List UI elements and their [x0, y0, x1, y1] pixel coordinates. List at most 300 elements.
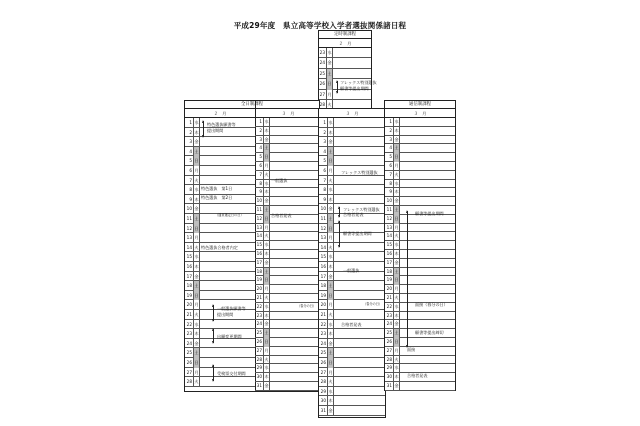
day-row — [319, 368, 385, 378]
tmar-gansho-arrow — [339, 221, 340, 247]
day-row — [385, 285, 455, 294]
day-row — [319, 118, 385, 128]
day-number: 18 — [185, 281, 194, 291]
day-number: 22 — [319, 320, 328, 330]
day-row — [255, 285, 321, 294]
day-row — [185, 262, 255, 272]
day-row — [385, 180, 455, 189]
day-number: 25 — [385, 329, 394, 338]
day-number: 9 — [255, 188, 264, 197]
day-row — [255, 373, 321, 382]
day-number: 21 — [255, 294, 264, 303]
day-number: 2 — [385, 127, 394, 136]
teiji-feb-block — [318, 30, 377, 110]
weekday: 水 — [264, 364, 270, 373]
day-row — [319, 358, 385, 368]
day-row — [255, 232, 321, 241]
weekday: 木 — [264, 188, 270, 197]
day-number: 22 — [185, 320, 194, 330]
day-number: 17 — [319, 272, 328, 282]
weekday: 水 — [328, 118, 334, 128]
weekday: 日 — [264, 338, 270, 347]
tsushin-block — [384, 100, 456, 391]
day-number: 7 — [255, 171, 264, 180]
day-row — [185, 339, 255, 349]
day-number: 9 — [319, 195, 328, 205]
teiji-header: 定時制課程 — [319, 31, 371, 39]
day-number: 1 — [255, 118, 264, 127]
day-number: 26 — [319, 358, 328, 368]
day-number: 27 — [319, 90, 327, 100]
day-number: 8 — [319, 185, 328, 195]
day-row — [185, 137, 255, 147]
day-row — [185, 320, 255, 330]
day-number: 16 — [185, 262, 194, 272]
day-number: 4 — [255, 144, 264, 153]
day-row — [385, 382, 455, 391]
weekday: 日 — [328, 291, 334, 301]
weekday: 金 — [394, 136, 400, 145]
day-number: 1 — [385, 118, 394, 127]
day-number: 7 — [385, 171, 394, 180]
ippan-ev-1: 一般選抜願書等 — [217, 306, 246, 311]
day-row — [185, 233, 255, 243]
weekday: 水 — [264, 180, 270, 189]
day-row — [185, 272, 255, 282]
day-number: 16 — [319, 262, 328, 272]
day-number: 14 — [255, 232, 264, 241]
day-number: 3 — [385, 136, 394, 145]
day-row — [319, 291, 385, 301]
weekday: 木 — [394, 188, 400, 197]
day-number: 7 — [185, 176, 194, 186]
day-number: 13 — [185, 233, 194, 243]
day-row — [255, 329, 321, 338]
day-number: 24 — [255, 320, 264, 329]
day-row — [385, 171, 455, 180]
day-row — [255, 276, 321, 285]
teiji-feb-month: ２ 月 — [319, 39, 371, 48]
day-number: 28 — [185, 377, 194, 387]
day-row — [319, 252, 385, 262]
day-row — [385, 241, 455, 250]
day-row — [255, 312, 321, 321]
tmar-flex-goukaku: 合格者発表 — [343, 212, 364, 217]
weekday: 火 — [394, 232, 400, 241]
ippan-arrow — [213, 305, 214, 321]
weekday: 木 — [264, 312, 270, 321]
day-number: 27 — [255, 347, 264, 356]
tsushin-header: 通信制課程 — [385, 101, 455, 109]
day-number: 18 — [319, 281, 328, 291]
weekday: 火 — [328, 310, 334, 320]
tsushin-arrow — [407, 211, 408, 347]
weekday: 金 — [264, 382, 270, 391]
day-row — [319, 90, 371, 100]
day-row — [319, 137, 385, 147]
weekday: 日 — [394, 276, 400, 285]
day-number: 3 — [255, 136, 264, 145]
day-number: 23 — [255, 312, 264, 321]
day-row — [385, 250, 455, 259]
day-number: 31 — [319, 406, 328, 416]
day-row — [255, 294, 321, 303]
weekday: 水 — [194, 118, 200, 128]
weekday: 火 — [194, 310, 200, 320]
weekday: 火 — [194, 243, 200, 253]
day-number: 28 — [255, 356, 264, 365]
weekday: 金 — [264, 197, 270, 206]
weekday: 木 — [328, 195, 334, 205]
weekday: 土 — [328, 281, 334, 291]
weekday: 土 — [394, 329, 400, 338]
day-row — [319, 156, 385, 166]
zen-goukaku: 合格者発表 — [271, 213, 292, 218]
day-row — [385, 276, 455, 285]
weekday: 土 — [394, 268, 400, 277]
day-number: 27 — [385, 347, 394, 356]
zennichi-block — [184, 100, 320, 392]
day-row — [319, 272, 385, 282]
weekday: 日 — [264, 215, 270, 224]
day-row — [319, 310, 385, 320]
day-number: 20 — [185, 300, 194, 310]
day-row — [255, 144, 321, 153]
weekday: 水 — [194, 252, 200, 262]
weekday: 金 — [394, 320, 400, 329]
weekday: 水 — [394, 303, 400, 312]
day-number: 15 — [319, 252, 328, 262]
weekday: 金 — [394, 259, 400, 268]
day-number: 10 — [185, 204, 194, 214]
day-number: 6 — [385, 162, 394, 171]
weekday: 木 — [394, 373, 400, 382]
day-number: 6 — [255, 162, 264, 171]
day-number: 3 — [185, 137, 194, 147]
tmar-shunbun: （春分の日） — [363, 302, 383, 306]
day-row — [319, 396, 385, 406]
day-row — [185, 147, 255, 157]
day-row — [185, 252, 255, 262]
day-number: 31 — [255, 382, 264, 391]
weekday: 火 — [328, 176, 334, 186]
weekday: 金 — [264, 136, 270, 145]
day-number: 13 — [385, 224, 394, 233]
weekday: 金 — [328, 272, 334, 282]
weekday: 月 — [264, 162, 270, 171]
day-number: 3 — [319, 137, 328, 147]
weekday: 月 — [328, 300, 334, 310]
day-number: 16 — [255, 250, 264, 259]
tmar-flex-1: フレックス特別選抜 — [343, 207, 380, 212]
weekday: 水 — [327, 48, 333, 58]
day-number: 20 — [385, 285, 394, 294]
day-row — [255, 268, 321, 277]
weekday: 火 — [264, 171, 270, 180]
weekday: 月 — [264, 347, 270, 356]
day-row — [255, 180, 321, 189]
weekday: 月 — [194, 368, 200, 378]
day-row — [255, 320, 321, 329]
weekday: 日 — [264, 153, 270, 162]
day-number: 19 — [385, 276, 394, 285]
day-number: 21 — [319, 310, 328, 320]
weekday: 土 — [194, 348, 200, 358]
tsushin-goukaku: 合格者発表 — [407, 373, 428, 378]
weekday: 月 — [327, 90, 333, 100]
day-row — [385, 162, 455, 171]
day-number: 15 — [385, 241, 394, 250]
day-number: 5 — [255, 153, 264, 162]
day-number: 6 — [319, 166, 328, 176]
day-row — [185, 377, 255, 387]
day-row — [319, 195, 385, 205]
day-row — [385, 356, 455, 365]
day-row — [255, 171, 321, 180]
zen-ippan: 一般選抜 — [271, 178, 288, 183]
day-number: 23 — [185, 329, 194, 339]
weekday: 日 — [194, 291, 200, 301]
tsushin-month: ３ 月 — [385, 109, 455, 118]
weekday: 木 — [394, 127, 400, 136]
weekday: 土 — [264, 206, 270, 215]
weekday: 月 — [194, 166, 200, 176]
weekday: 木 — [264, 250, 270, 259]
weekday: 金 — [394, 382, 400, 391]
weekday: 金 — [328, 204, 334, 214]
day-number: 11 — [255, 206, 264, 215]
tokushoku-naitei: 特色選抜合格者内定 — [201, 245, 238, 250]
day-number: 4 — [385, 144, 394, 153]
day-number: 28 — [385, 356, 394, 365]
weekday: 日 — [194, 224, 200, 234]
day-row — [255, 338, 321, 347]
zennichi-mar-month: ３ 月 — [255, 109, 321, 118]
day-row — [255, 127, 321, 136]
day-row — [385, 232, 455, 241]
juken-ev: 受検票交付期間 — [217, 371, 246, 376]
weekday: 木 — [264, 373, 270, 382]
weekday: 土 — [328, 348, 334, 358]
day-number: 12 — [185, 224, 194, 234]
day-number: 26 — [385, 338, 394, 347]
day-number: 30 — [319, 396, 328, 406]
teiji-flex-arrow-1 — [337, 81, 338, 93]
day-number: 17 — [185, 272, 194, 282]
day-number: 18 — [255, 268, 264, 277]
day-number: 8 — [185, 185, 194, 195]
day-number: 21 — [185, 310, 194, 320]
weekday: 土 — [328, 147, 334, 157]
weekday: 木 — [328, 128, 334, 138]
day-number: 18 — [385, 268, 394, 277]
day-row — [255, 197, 321, 206]
day-row — [319, 48, 371, 58]
day-number: 30 — [385, 373, 394, 382]
day-number: 17 — [385, 259, 394, 268]
day-row — [385, 215, 455, 224]
weekday: 火 — [328, 377, 334, 387]
weekday: 木 — [194, 195, 200, 205]
weekday: 金 — [194, 137, 200, 147]
day-number: 11 — [185, 214, 194, 224]
day-number: 24 — [385, 320, 394, 329]
day-number: 4 — [319, 147, 328, 157]
weekday: 土 — [194, 214, 200, 224]
tmar-ippan: 一般選抜 — [343, 268, 360, 273]
weekday: 金 — [194, 272, 200, 282]
weekday: 金 — [194, 204, 200, 214]
day-row — [385, 259, 455, 268]
weekday: 木 — [328, 329, 334, 339]
day-number: 21 — [385, 294, 394, 303]
weekday: 日 — [328, 224, 334, 234]
day-row — [385, 364, 455, 373]
weekday: 水 — [194, 320, 200, 330]
day-number: 5 — [385, 153, 394, 162]
day-number: 14 — [385, 232, 394, 241]
day-number: 27 — [185, 368, 194, 378]
tmar-flex-arrow — [339, 207, 340, 217]
day-number: 26 — [255, 338, 264, 347]
day-number: 5 — [185, 156, 194, 166]
henkou-arrow — [213, 329, 214, 343]
day-row — [385, 197, 455, 206]
day-row — [255, 250, 321, 259]
day-row — [319, 176, 385, 186]
day-number: 26 — [185, 358, 194, 368]
weekday: 金 — [264, 320, 270, 329]
henkou-ev: 出願変更期間 — [217, 334, 242, 339]
day-row — [185, 281, 255, 291]
day-row — [319, 339, 385, 349]
day-row — [255, 347, 321, 356]
teiji-flex-ev-1b: 願書等提出期間 — [340, 86, 369, 91]
day-number: 25 — [319, 69, 327, 79]
weekday: 月 — [264, 224, 270, 233]
weekday: 水 — [394, 180, 400, 189]
weekday: 日 — [328, 156, 334, 166]
day-row — [319, 387, 385, 397]
teiji-flex-ev-1a: フレックス特別選抜 — [340, 80, 377, 85]
day-row — [385, 312, 455, 321]
weekday: 水 — [328, 252, 334, 262]
weekday: 金 — [394, 197, 400, 206]
zen-shunbun: （春分の日） — [297, 304, 317, 308]
weekday: 土 — [264, 268, 270, 277]
day-row — [185, 291, 255, 301]
weekday: 木 — [194, 329, 200, 339]
weekday: 水 — [328, 387, 334, 397]
day-row — [385, 118, 455, 127]
weekday: 火 — [194, 176, 200, 186]
weekday: 木 — [264, 127, 270, 136]
weekday: 月 — [194, 233, 200, 243]
day-row — [185, 156, 255, 166]
day-number: 20 — [255, 285, 264, 294]
day-number: 2 — [255, 127, 264, 136]
tsushin-mensetsu-1: 面接（春分の日） — [415, 302, 448, 307]
day-number: 27 — [319, 368, 328, 378]
weekday: 土 — [394, 144, 400, 153]
weekday: 金 — [194, 339, 200, 349]
tokushoku-ev-2: 提出期間 — [207, 128, 224, 133]
day-row — [385, 268, 455, 277]
weekday: 火 — [394, 356, 400, 365]
day-row — [385, 338, 455, 347]
weekday: 木 — [328, 262, 334, 272]
weekday: 火 — [264, 232, 270, 241]
day-number: 22 — [255, 303, 264, 312]
day-number: 9 — [185, 195, 194, 205]
day-number: 15 — [255, 241, 264, 250]
weekday: 水 — [394, 118, 400, 127]
day-number: 19 — [185, 291, 194, 301]
weekday: 日 — [264, 276, 270, 285]
tokushoku-arrow — [203, 121, 204, 137]
day-row — [185, 176, 255, 186]
day-row — [319, 348, 385, 358]
weekday: 火 — [328, 243, 334, 253]
weekday: 月 — [394, 224, 400, 233]
zennichi-feb-month: ２ 月 — [185, 109, 255, 118]
day-row — [255, 162, 321, 171]
day-number: 10 — [319, 204, 328, 214]
day-row — [319, 243, 385, 253]
day-number: 11 — [319, 214, 328, 224]
weekday: 水 — [264, 118, 270, 127]
day-row — [319, 377, 385, 387]
tmar-goukaku: 合格者発表 — [341, 322, 362, 327]
juken-arrow — [213, 365, 214, 381]
weekday: 土 — [264, 329, 270, 338]
weekday: 金 — [327, 58, 333, 68]
day-number: 15 — [185, 252, 194, 262]
day-number: 23 — [319, 329, 328, 339]
weekday: 月 — [328, 233, 334, 243]
weekday: 土 — [327, 69, 333, 79]
day-number: 23 — [385, 312, 394, 321]
day-row — [319, 281, 385, 291]
day-number: 10 — [255, 197, 264, 206]
day-row — [319, 329, 385, 339]
weekday: 木 — [194, 262, 200, 272]
day-row — [255, 224, 321, 233]
day-row — [255, 356, 321, 365]
weekday: 日 — [194, 358, 200, 368]
day-number: 19 — [319, 291, 328, 301]
weekday: 水 — [394, 364, 400, 373]
day-row — [185, 348, 255, 358]
weekday: 日 — [394, 338, 400, 347]
day-number: 25 — [319, 348, 328, 358]
weekday: 月 — [194, 300, 200, 310]
weekday: 木 — [394, 250, 400, 259]
day-row — [185, 224, 255, 234]
day-number: 14 — [185, 243, 194, 253]
day-number: 30 — [255, 373, 264, 382]
day-row — [385, 347, 455, 356]
weekday: 水 — [264, 303, 270, 312]
day-row — [385, 127, 455, 136]
day-number: 26 — [319, 79, 327, 89]
day-row — [385, 224, 455, 233]
zennichi-header: 全日制課程 — [185, 101, 319, 109]
day-row — [319, 147, 385, 157]
weekday: 土 — [194, 147, 200, 157]
weekday: 土 — [328, 214, 334, 224]
day-number: 22 — [385, 303, 394, 312]
